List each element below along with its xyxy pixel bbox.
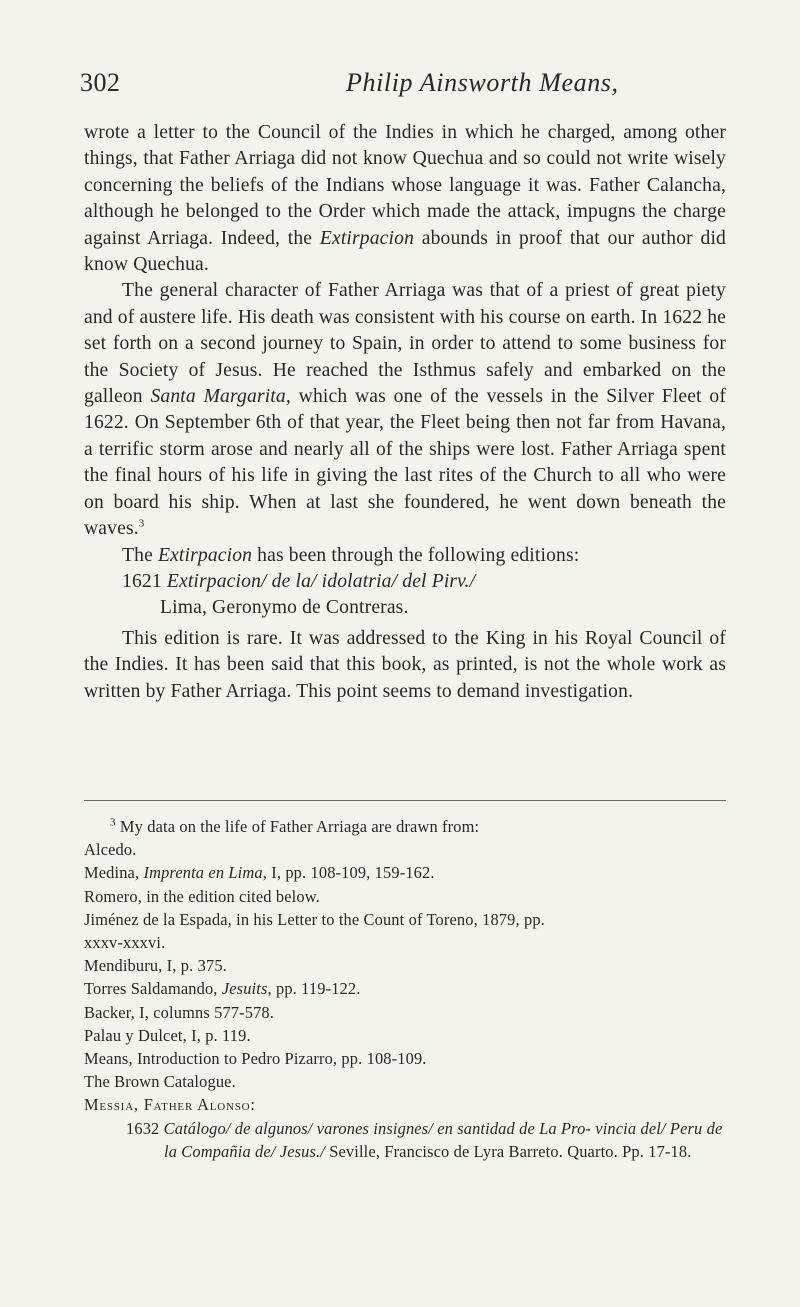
source-title: Jesuits, xyxy=(221,979,272,999)
paragraph-3 xyxy=(84,543,726,569)
paragraph-3-text-cont: has been through the following editions: xyxy=(252,544,580,566)
paragraph-2-text-cont: which was one of the vessels in the Silver Fleet of 1622. On September 6th of that year, the Fleet being then not far from Havana, a terrific storm arose and nearly all of the ships were lost. Father Arriaga spent the final hours of his life in giving the last rites of the Church to all who were on board his ship. When at last she foundered, he went down beneath the waves. xyxy=(84,386,727,540)
source-title: Imprenta en Lima, xyxy=(143,863,267,883)
running-head xyxy=(80,68,730,108)
footnote-source: Alcedo. xyxy=(84,840,137,860)
bibliography-heading: Messia, Father Alonso: xyxy=(84,1095,256,1115)
footnote-intro-text: My data on the life of Father Arriaga are drawn from: xyxy=(119,817,480,836)
paragraph-3-italic: Extirpacion xyxy=(157,544,253,566)
footnote-source: Jiménez de la Espada, in his Letter to the Count of Toreno, 1879, pp. xyxy=(84,909,545,929)
edition-entry xyxy=(84,569,726,622)
footnote-source: Mendiburu, I, p. 375. xyxy=(84,956,227,976)
footnote-source: Romero, in the edition cited below. xyxy=(84,886,320,906)
paragraph-2-text: The general character of Father Arriaga was that of a priest of great piety and of austere life. His death was consistent with his course on earth. In 1622 he set forth on a second journey to Spain, in order to attend to some business for the Society of Jesus. He reached the Isthmus safely and embarked on the galleon xyxy=(84,280,726,408)
entry-title: Catálogo/ de algunos/ varones insignes/ en santidad de La Pro- vincia del/ Peru de la Compañia de/ Jesus./ xyxy=(163,1118,723,1161)
source-pages: I, pp. 108-109, 159-162. xyxy=(266,863,435,883)
edition-year: 1621 xyxy=(122,570,162,592)
running-title: Philip Ainsworth Means, xyxy=(346,68,619,97)
page-number: 302 xyxy=(80,68,121,97)
paragraph-2-italic: Santa Margarita, xyxy=(150,386,291,408)
edition-imprint: Lima, Geronymo de Contreras. xyxy=(160,597,409,619)
footnote-source: Backer, I, columns 577-578. xyxy=(84,1002,275,1022)
paragraph-3-text: The xyxy=(122,544,158,566)
footnote-source-cont: xxxv-xxxvi. xyxy=(84,933,166,953)
paragraph-4: This edition is rare. It was addressed to the King in his Royal Council of the Indies. It has been said that this book, as printed, is not the whole work as written by Father Arriaga. This point seems to demand investigation. xyxy=(84,627,726,702)
footnote-source: Means, Introduction to Pedro Pizarro, pp. 108-109. xyxy=(84,1049,427,1069)
source-pages: pp. 119-122. xyxy=(271,979,361,999)
edition-title: Extirpacion/ de la/ idolatria/ del Pirv./ xyxy=(166,570,476,592)
source-author: Torres Saldamando, xyxy=(84,979,222,999)
footnote-source xyxy=(84,977,726,1000)
paragraph-1 xyxy=(84,120,726,278)
footnote-source: The Brown Catalogue. xyxy=(84,1072,236,1092)
bibliography-entry xyxy=(84,1117,726,1163)
footnote-source xyxy=(84,861,726,884)
footnote-ref: 3 xyxy=(138,517,145,530)
footnote-marker: 3 xyxy=(110,816,116,829)
entry-year: 1632 xyxy=(126,1118,160,1138)
paragraph-2 xyxy=(84,278,726,542)
footnotes xyxy=(84,815,726,1163)
footnote-source: Palau y Dulcet, I, p. 119. xyxy=(84,1025,251,1045)
body-text xyxy=(84,120,726,705)
footnote-intro xyxy=(84,815,726,838)
entry-imprint: Seville, Francisco de Lyra Barreto. Quarto. Pp. 17-18. xyxy=(324,1141,692,1161)
paragraph-1-italic: Extirpacion xyxy=(319,227,415,249)
source-author: Medina, xyxy=(84,863,144,883)
paragraph-1-end: abounds in proof that our author did know Quechua. xyxy=(84,227,726,276)
paragraph-1-text: wrote a letter to the Council of the Indies in which he charged, among other things, that Father Arriaga did not know Quechua and so could not write wisely concerning the beliefs of the Indians whose language it was. Father Calancha, although he belonged to the Order which made the attack, impugns the charge against Arriaga. Indeed, the xyxy=(84,122,726,249)
footnote-rule xyxy=(84,800,726,801)
